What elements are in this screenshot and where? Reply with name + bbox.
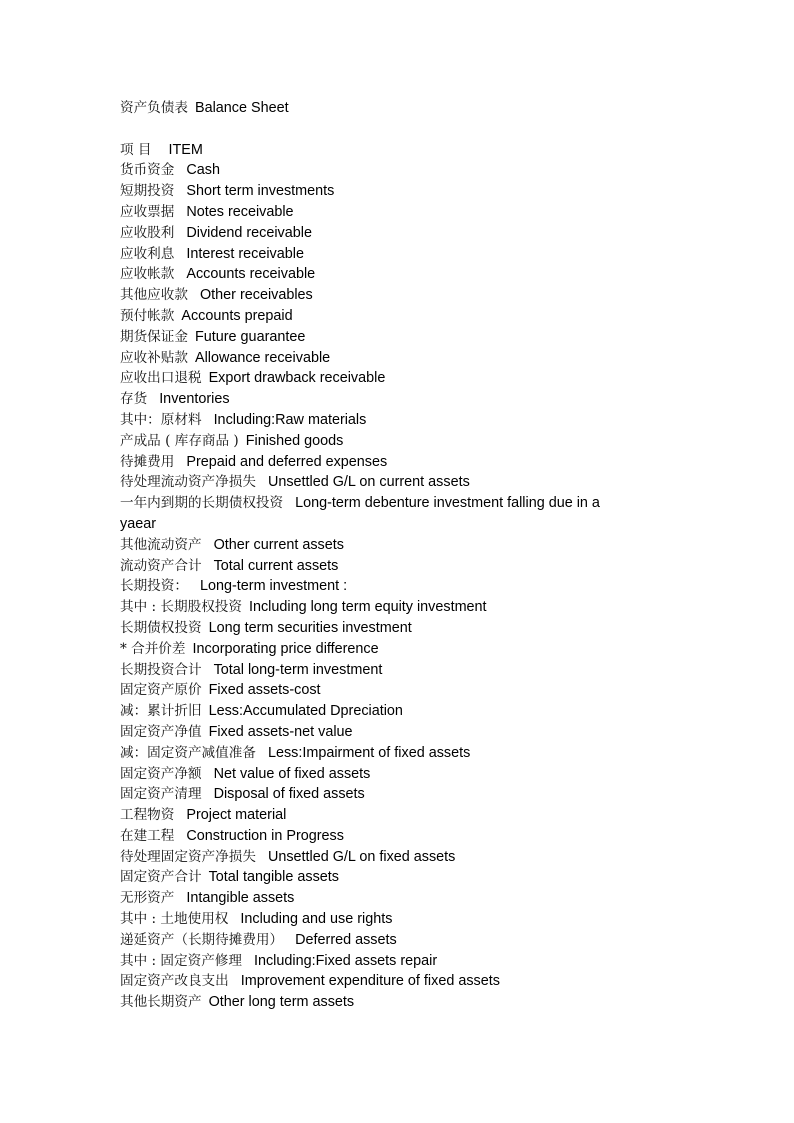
row-en: Allowance receivable <box>194 349 331 366</box>
row-en: Deferred assets <box>295 931 397 948</box>
row-zh: 货币资金 <box>120 162 175 179</box>
row-en: Improvement expenditure of fixed assets <box>240 973 500 990</box>
row-en: Other long term assets <box>208 994 355 1011</box>
row-zh: 其他流动资产 <box>120 536 202 553</box>
row-zh: 长期投资： <box>120 578 188 595</box>
list-item <box>120 909 630 930</box>
row-zh: 固定资产原价 <box>120 682 202 699</box>
list-item <box>120 867 630 888</box>
list-item <box>120 202 630 223</box>
list-item <box>120 597 630 618</box>
row-en: Prepaid and deferred expenses <box>186 453 388 470</box>
row-zh: 待处理流动资产净损失 <box>120 474 256 491</box>
row-zh: 产成品 ( 库存商品 ) <box>120 432 239 449</box>
list-item <box>120 660 630 681</box>
row-zh: 流动资产合计 <box>120 557 202 574</box>
row-en: Less:Accumulated Dpreciation <box>208 703 403 720</box>
list-item <box>120 701 630 722</box>
list-item <box>120 493 630 535</box>
row-en: Other current assets <box>213 536 344 553</box>
row-zh: 其他应收款 <box>120 287 188 304</box>
list-item <box>120 160 630 181</box>
list-item <box>120 535 630 556</box>
row-en: Less:Impairment of fixed assets <box>267 744 471 761</box>
list-item <box>120 223 630 244</box>
list-item <box>120 951 630 972</box>
row-en: Project material <box>186 807 287 824</box>
row-zh: 待处理固定资产净损失 <box>120 848 256 865</box>
row-en: Long-term investment : <box>199 578 348 595</box>
row-zh: 长期投资合计 <box>120 661 202 678</box>
row-en: Incorporating price difference <box>192 640 379 657</box>
row-en: Total current assets <box>213 557 339 574</box>
title-zh: 资产负债表 <box>120 100 188 116</box>
row-zh: 固定资产净值 <box>120 723 202 740</box>
row-zh: 存货 <box>120 391 148 408</box>
row-zh: 预付帐款 <box>120 307 175 324</box>
row-zh: 其中：原材料 <box>120 411 202 428</box>
list-item <box>120 576 630 597</box>
row-zh: 应收票据 <box>120 203 175 220</box>
row-en: Notes receivable <box>186 203 294 220</box>
row-en: Accounts prepaid <box>181 307 293 324</box>
row-zh: 工程物资 <box>120 807 175 824</box>
row-zh: 递延资产（长期待摊费用） <box>120 931 284 948</box>
row-zh: 无形资产 <box>120 890 175 907</box>
row-zh: 固定资产清理 <box>120 786 202 803</box>
row-en: Including:Raw materials <box>213 411 367 428</box>
row-en: Total long-term investment <box>213 661 383 678</box>
row-zh: 项 目 <box>120 141 152 158</box>
row-en: Long-term debenture investment falling due in a yaear <box>120 495 600 532</box>
row-en: Inventories <box>159 391 230 408</box>
list-item <box>120 992 630 1013</box>
list-item <box>120 452 630 473</box>
list-item <box>120 826 630 847</box>
list-item <box>120 431 630 452</box>
list-item <box>120 306 630 327</box>
list-item <box>120 556 630 577</box>
list-item <box>120 784 630 805</box>
row-en: Export drawback receivable <box>208 370 386 387</box>
list-item <box>120 680 630 701</box>
list-item <box>120 639 630 660</box>
row-en: Fixed assets-net value <box>208 723 353 740</box>
row-en: Interest receivable <box>186 245 304 262</box>
row-en: Unsettled G/L on current assets <box>267 474 470 491</box>
row-zh: 应收股利 <box>120 224 175 241</box>
row-en: Construction in Progress <box>186 827 344 844</box>
row-zh: 减：固定资产减值准备 <box>120 744 256 761</box>
row-zh: 待摊费用 <box>120 453 175 470</box>
list-item <box>120 764 630 785</box>
row-zh: 应收出口退税 <box>120 370 202 387</box>
row-en: Disposal of fixed assets <box>213 786 365 803</box>
row-en: Including:Fixed assets repair <box>253 952 438 969</box>
row-zh: 应收帐款 <box>120 266 175 283</box>
list-item <box>120 888 630 909</box>
list-item <box>120 264 630 285</box>
list-item <box>120 472 630 493</box>
row-zh: * 合并价差 <box>120 640 186 657</box>
row-zh: 应收利息 <box>120 245 175 262</box>
title-en: Balance Sheet <box>194 100 289 116</box>
row-zh: 应收补贴款 <box>120 349 188 366</box>
row-en: Including and use rights <box>240 911 393 928</box>
list-item <box>120 410 630 431</box>
row-en: Total tangible assets <box>208 869 339 886</box>
row-en: Unsettled G/L on fixed assets <box>267 848 456 865</box>
list-item <box>120 743 630 764</box>
list-item <box>120 805 630 826</box>
list-item <box>120 618 630 639</box>
row-en: Future guarantee <box>194 328 306 345</box>
list-item <box>120 930 630 951</box>
item-header-row <box>120 140 630 161</box>
row-en: Fixed assets-cost <box>208 682 321 699</box>
row-zh: 期货保证金 <box>120 328 188 345</box>
row-zh: 一年内到期的长期债权投资 <box>120 495 284 512</box>
row-en: Intangible assets <box>186 890 295 907</box>
page-title <box>120 98 630 119</box>
row-en: Dividend receivable <box>186 224 312 241</box>
row-zh: 减：累计折旧 <box>120 703 202 720</box>
row-zh: 短期投资 <box>120 183 175 200</box>
list-item <box>120 389 630 410</box>
row-zh: 在建工程 <box>120 827 175 844</box>
row-en: Accounts receivable <box>186 266 316 283</box>
row-en: Net value of fixed assets <box>213 765 371 782</box>
list-item <box>120 327 630 348</box>
list-item <box>120 722 630 743</box>
row-zh: 固定资产改良支出 <box>120 973 229 990</box>
row-en: Other receivables <box>199 287 313 304</box>
list-item <box>120 244 630 265</box>
list-item <box>120 348 630 369</box>
row-zh: 其他长期资产 <box>120 994 202 1011</box>
list-item <box>120 368 630 389</box>
row-zh: 固定资产合计 <box>120 869 202 886</box>
list-item <box>120 181 630 202</box>
list-item <box>120 971 630 992</box>
row-en: Cash <box>186 162 220 179</box>
row-en: Including long term equity investment <box>248 599 487 616</box>
list-item <box>120 847 630 868</box>
row-zh: 固定资产净额 <box>120 765 202 782</box>
balance-sheet-page <box>120 98 630 1013</box>
row-en: ITEM <box>168 141 203 158</box>
row-zh: 其中 : 固定资产修理 <box>120 952 242 969</box>
row-en: Finished goods <box>245 432 344 449</box>
row-zh: 其中 : 土地使用权 <box>120 911 229 928</box>
row-zh: 长期债权投资 <box>120 619 202 636</box>
row-en: Short term investments <box>186 183 335 200</box>
row-zh: 其中 : 长期股权投资 <box>120 599 242 616</box>
list-item <box>120 285 630 306</box>
row-en: Long term securities investment <box>208 619 412 636</box>
